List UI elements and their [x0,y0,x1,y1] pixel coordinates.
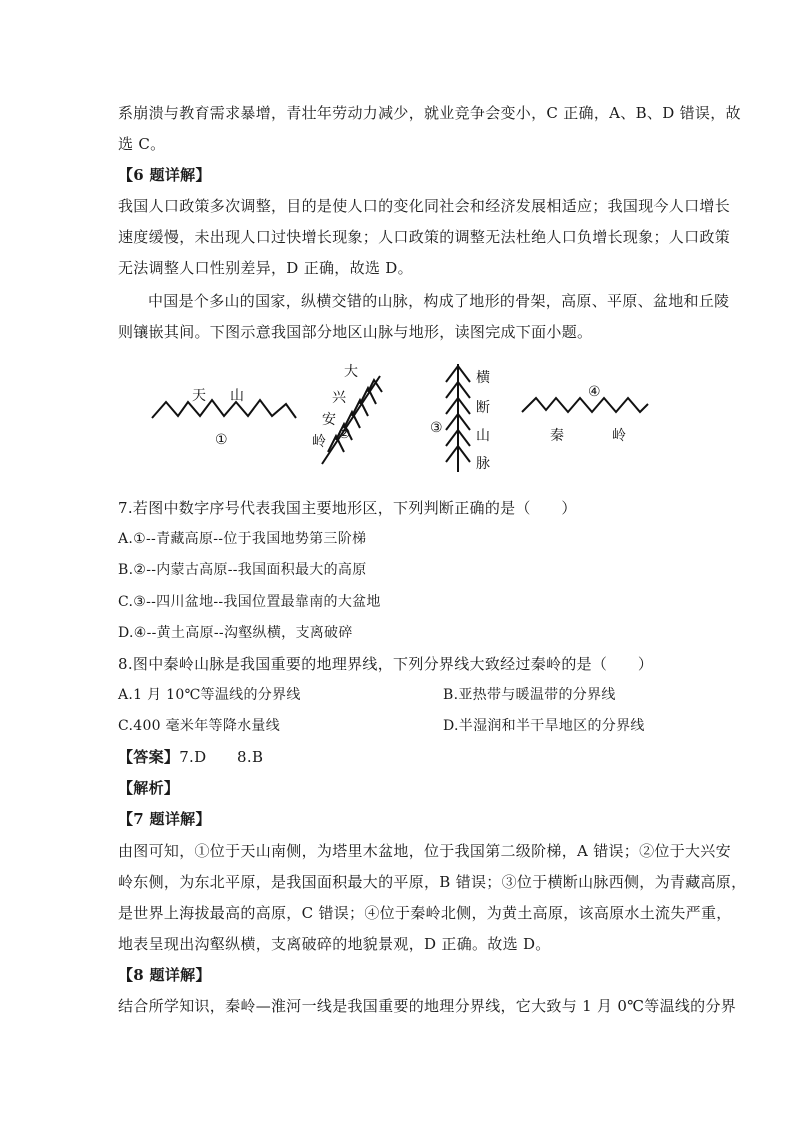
text-line: 是世界上海拔最高的高原，C 错误；④位于秦岭北侧，为黄土高原，该高原水土流失严重， [118,904,732,922]
text-line: 选 C。 [118,135,166,153]
analysis-heading: 【解析】 [118,779,180,797]
q8-option-c: C.400 毫米年等降水量线 [118,718,281,734]
label-ling-2: 岭 [612,428,626,444]
label-circle-3: ③ [430,420,443,436]
q7-option-b: B.②--内蒙古高原--我国面积最大的高原 [118,562,367,578]
answer-value: 7.D 8.B [179,748,264,766]
text-line: 由图可知，①位于天山南侧，为塔里木盆地，位于我国第二级阶梯，A 错误；②位于大兴安 [118,842,731,860]
question-8: 8.图中秦岭山脉是我国重要的地理界线，下列分界线大致经过秦岭的是（ ） [118,655,654,673]
label-heng: 横 [476,370,490,386]
label-da: 大 [344,364,358,380]
text-line: 中国是个多山的国家，纵横交错的山脉，构成了地形的骨架，高原、平原、盆地和丘陵 [148,292,730,310]
label-an: 安 [322,412,336,428]
tianshan-range [152,400,296,418]
label-circle-1: ① [215,432,228,448]
q7-option-d: D.④--黄土高原--沟壑纵横，支离破碎 [118,625,353,641]
label-shan-2: 山 [476,428,490,444]
text-line: 系崩溃与教育需求暴增，青壮年劳动力减少，就业竞争会变小，C 正确，A、B、D 错误，故 [118,104,741,122]
section-heading: 【7 题详解】 [118,810,211,828]
q8-option-a: A.1 月 10℃等温线的分界线 [118,687,301,703]
text-line: 则镶嵌其间。下图示意我国部分地区山脉与地形，读图完成下面小题。 [118,323,593,341]
label-duan: 断 [476,400,490,416]
text-line: 地表呈现出沟壑纵横，支离破碎的地貌景观，D 正确。故选 D。 [118,935,551,953]
label-qin: 秦 [550,428,564,444]
q8-option-b: B.亚热带与暖温带的分界线 [443,687,616,703]
hengduan-range [446,364,470,472]
label-circle-2: ② [338,426,351,442]
text-line: 结合所学知识，秦岭—淮河一线是我国重要的地理分界线，它大致与 1 月 0℃等温线的分界 [118,997,737,1015]
label-xing: 兴 [332,390,346,406]
label-tian: 天 [192,388,206,404]
answer-label: 【答案】 [118,748,180,766]
question-7: 7.若图中数字序号代表我国主要地形区，下列判断正确的是（ ） [118,499,577,517]
q7-option-a: A.①--青藏高原--位于我国地势第三阶梯 [118,531,367,547]
label-mai: 脉 [476,456,490,472]
mountain-figure [140,352,660,482]
label-shan: 山 [230,388,244,404]
text-line: 无法调整人口性别差异，D 正确，故选 D。 [118,259,413,277]
text-line: 我国人口政策多次调整，目的是使人口的变化同社会和经济发展相适应；我国现今人口增长 [118,197,731,215]
section-heading: 【8 题详解】 [118,966,211,984]
q8-option-d: D.半湿润和半干旱地区的分界线 [443,718,645,734]
text-line: 岭东侧，为东北平原，是我国面积最大的平原，B 错误；③位于横断山脉西侧，为青藏高原， [118,873,747,891]
label-ling-1: 岭 [312,434,326,450]
answer-line [118,747,263,767]
label-circle-4: ④ [588,384,601,400]
section-heading: 【6 题详解】 [118,166,211,184]
qinling-range [522,398,648,412]
q7-option-c: C.③--四川盆地--我国位置最靠南的大盆地 [118,594,381,610]
text-line: 速度缓慢，未出现人口过快增长现象；人口政策的调整无法杜绝人口负增长现象；人口政策 [118,228,731,246]
